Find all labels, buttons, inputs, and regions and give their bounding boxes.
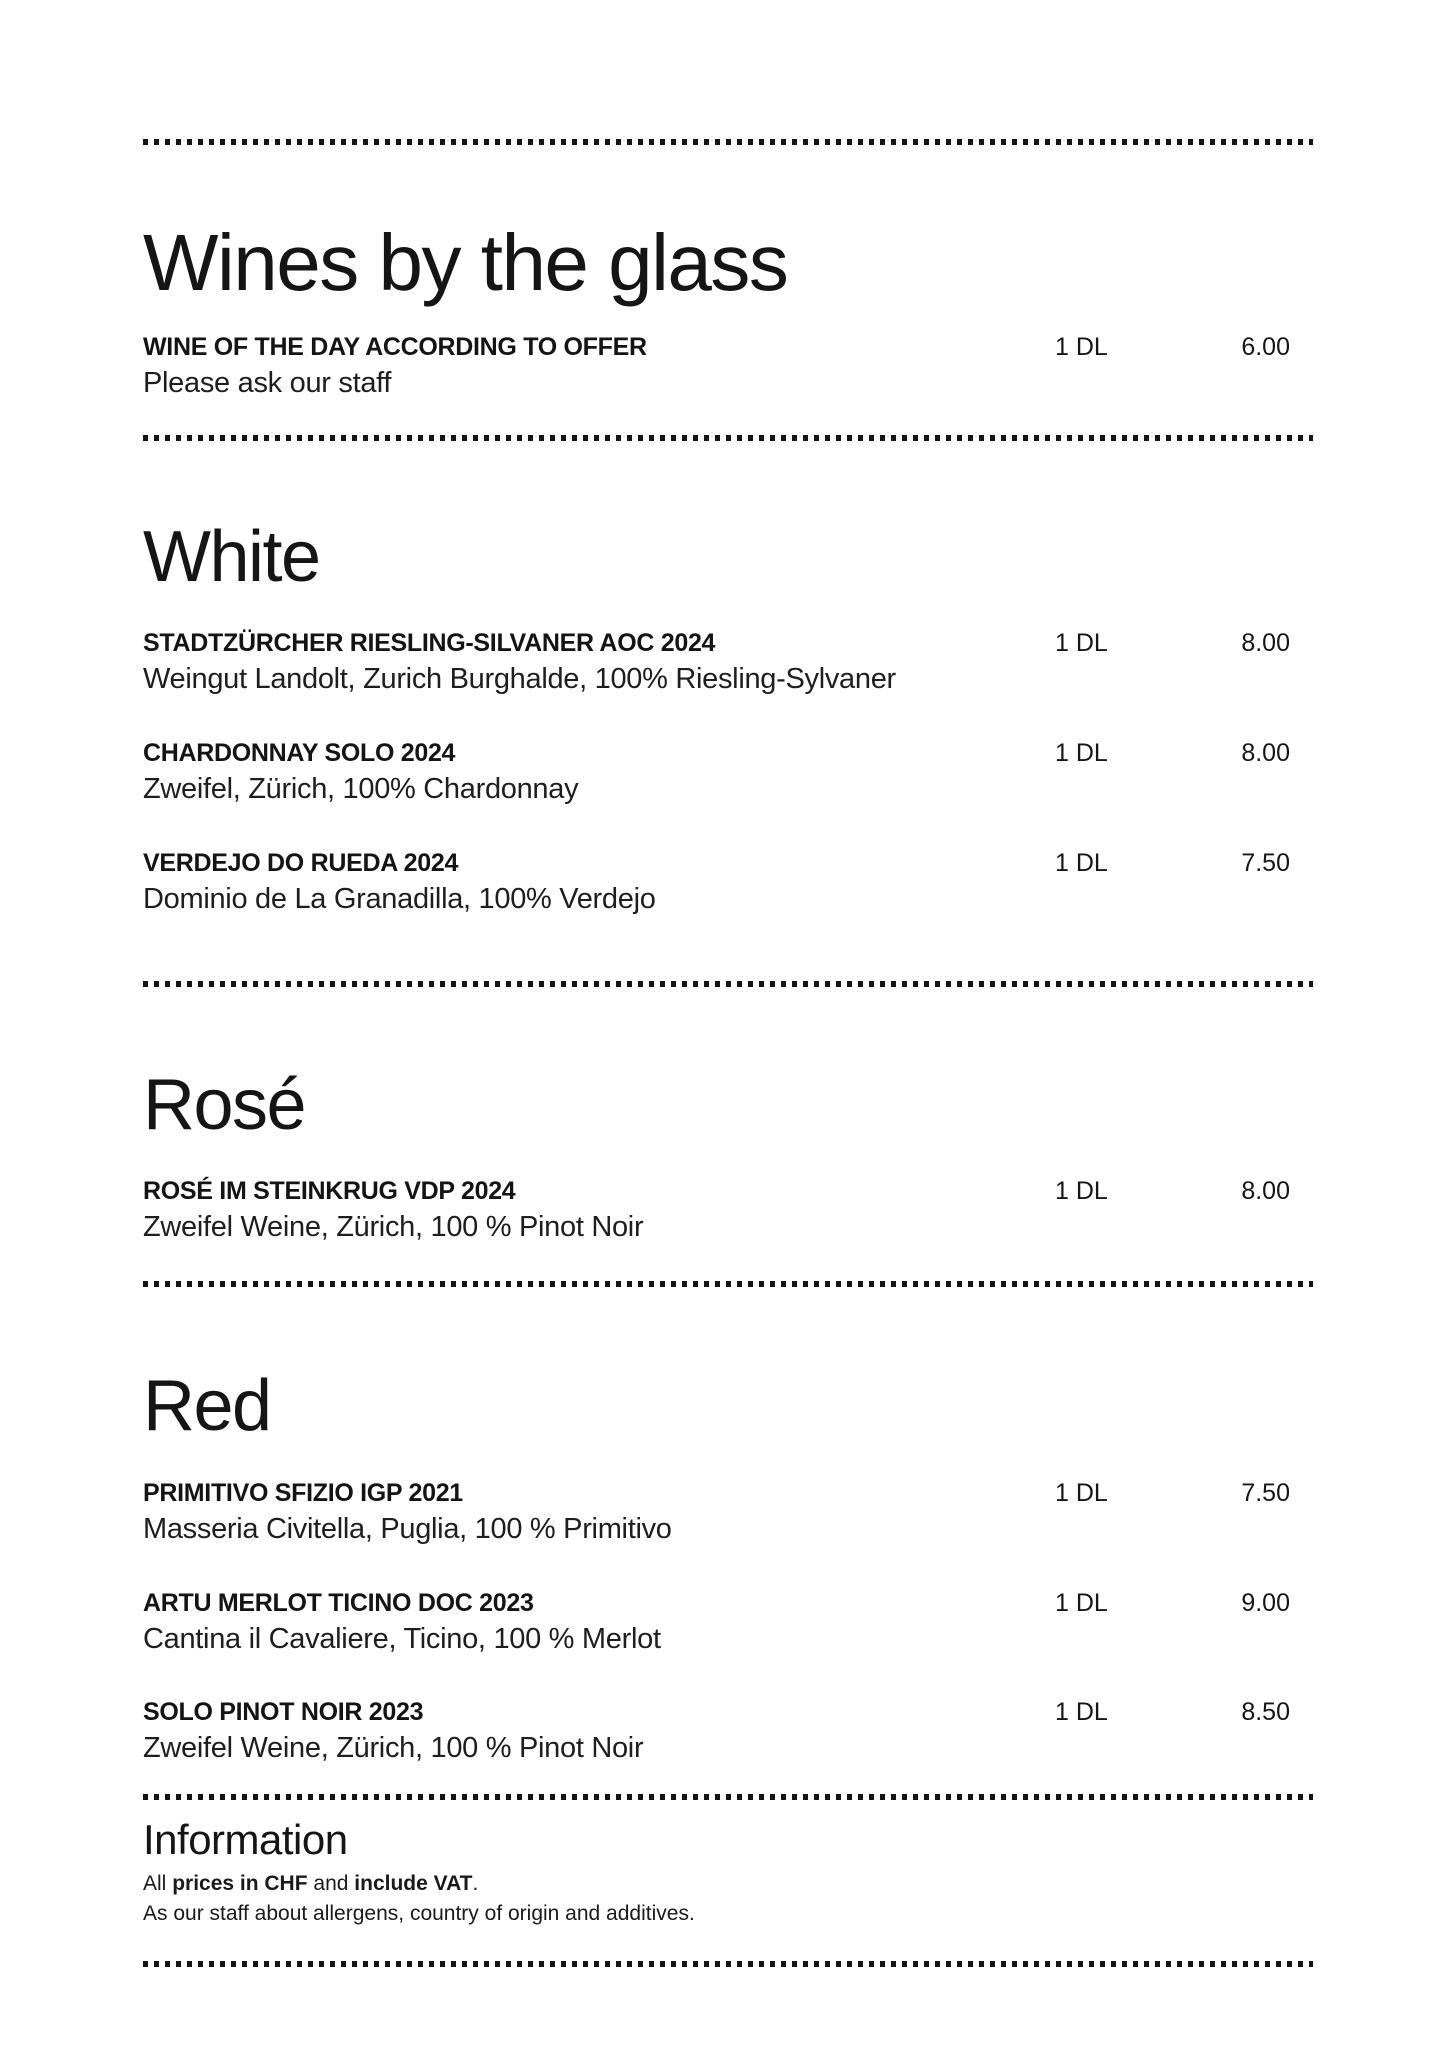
item-unit: 1 DL bbox=[1055, 1177, 1108, 1206]
menu-item-riesling-silvaner bbox=[143, 629, 1313, 697]
item-name: VERDEJO DO RUEDA 2024 bbox=[143, 848, 459, 877]
dotted-divider bbox=[143, 435, 1313, 441]
item-name: SOLO PINOT NOIR 2023 bbox=[143, 1698, 424, 1727]
item-row bbox=[143, 333, 1313, 362]
item-price: 7.50 bbox=[1241, 848, 1290, 877]
item-name: CHARDONNAY SOLO 2024 bbox=[143, 739, 456, 768]
item-description: Zweifel Weine, Zürich, 100 % Pinot Noir bbox=[143, 1211, 644, 1244]
section-title-wines-by-the-glass: Wines by the glass bbox=[143, 218, 788, 307]
info-text: All bbox=[143, 1872, 173, 1896]
item-price: 8.00 bbox=[1241, 739, 1290, 768]
section-red bbox=[143, 1366, 1313, 1794]
item-row bbox=[143, 739, 1313, 768]
information-section bbox=[143, 1818, 1313, 1961]
item-row bbox=[143, 1479, 1313, 1508]
menu-content bbox=[143, 0, 1313, 1967]
dotted-divider bbox=[143, 1961, 1313, 1967]
item-unit: 1 DL bbox=[1055, 1698, 1108, 1727]
item-unit: 1 DL bbox=[1055, 739, 1108, 768]
item-price: 8.00 bbox=[1241, 1177, 1290, 1206]
item-unit: 1 DL bbox=[1055, 1588, 1108, 1617]
item-name: WINE OF THE DAY ACCORDING TO OFFER bbox=[143, 333, 647, 361]
item-name: ARTU MERLOT TICINO DOC 2023 bbox=[143, 1588, 534, 1617]
item-unit: 1 DL bbox=[1055, 333, 1108, 361]
item-price: 9.00 bbox=[1241, 1588, 1290, 1617]
info-text: and bbox=[307, 1872, 355, 1896]
item-unit: 1 DL bbox=[1055, 629, 1108, 658]
menu-item-wine-of-the-day bbox=[143, 333, 1313, 401]
item-row bbox=[143, 629, 1313, 658]
item-row bbox=[143, 1589, 1313, 1618]
item-unit: 1 DL bbox=[1055, 1478, 1108, 1507]
menu-item-artu-merlot bbox=[143, 1589, 1313, 1657]
menu-item-primitivo-sfizio bbox=[143, 1479, 1313, 1547]
info-bold-include-vat: include VAT bbox=[354, 1872, 473, 1896]
section-title-red: Red bbox=[143, 1366, 271, 1447]
dotted-divider bbox=[143, 1281, 1313, 1287]
item-description: Cantina il Cavaliere, Ticino, 100 % Merlot bbox=[143, 1622, 661, 1655]
item-row bbox=[143, 1177, 1313, 1206]
information-title: Information bbox=[143, 1816, 348, 1864]
item-name: PRIMITIVO SFIZIO IGP 2021 bbox=[143, 1478, 463, 1507]
item-unit: 1 DL bbox=[1055, 848, 1108, 877]
info-bold-prices-in-chf: prices in CHF bbox=[172, 1872, 308, 1896]
item-description: Dominio de La Granadilla, 100% Verdejo bbox=[143, 882, 656, 915]
dotted-divider bbox=[143, 981, 1313, 987]
information-prices-line bbox=[143, 1870, 1313, 1897]
menu-item-chardonnay-solo bbox=[143, 739, 1313, 807]
dotted-divider bbox=[143, 1794, 1313, 1800]
menu-item-verdejo-rueda bbox=[143, 849, 1313, 917]
dotted-divider bbox=[143, 139, 1313, 145]
item-description: Zweifel, Zürich, 100% Chardonnay bbox=[143, 773, 579, 806]
section-title-white: White bbox=[143, 516, 320, 597]
item-description: Zweifel Weine, Zürich, 100 % Pinot Noir bbox=[143, 1732, 644, 1765]
item-description: Masseria Civitella, Puglia, 100 % Primitivo bbox=[143, 1512, 672, 1545]
menu-item-rose-im-steinkrug bbox=[143, 1177, 1313, 1245]
item-name: ROSÉ IM STEINKRUG VDP 2024 bbox=[143, 1177, 516, 1206]
info-text: . bbox=[472, 1872, 479, 1896]
item-price: 6.00 bbox=[1241, 333, 1290, 361]
menu-item-solo-pinot-noir bbox=[143, 1698, 1313, 1766]
item-price: 8.50 bbox=[1241, 1698, 1290, 1727]
item-description: Please ask our staff bbox=[143, 367, 392, 399]
item-description: Weingut Landolt, Zurich Burghalde, 100% Riesling-Sylvaner bbox=[143, 663, 896, 696]
item-row bbox=[143, 849, 1313, 878]
section-rose bbox=[143, 1064, 1313, 1281]
item-price: 7.50 bbox=[1241, 1478, 1290, 1507]
section-title-rose: Rosé bbox=[143, 1064, 306, 1145]
item-row bbox=[143, 1698, 1313, 1727]
section-white bbox=[143, 516, 1313, 981]
section-wines-by-the-glass bbox=[143, 218, 1313, 435]
information-allergens-line: As our staff about allergens, country of origin and additives. bbox=[143, 1901, 695, 1925]
item-price: 8.00 bbox=[1241, 629, 1290, 658]
item-name: STADTZÜRCHER RIESLING-SILVANER AOC 2024 bbox=[143, 629, 716, 658]
